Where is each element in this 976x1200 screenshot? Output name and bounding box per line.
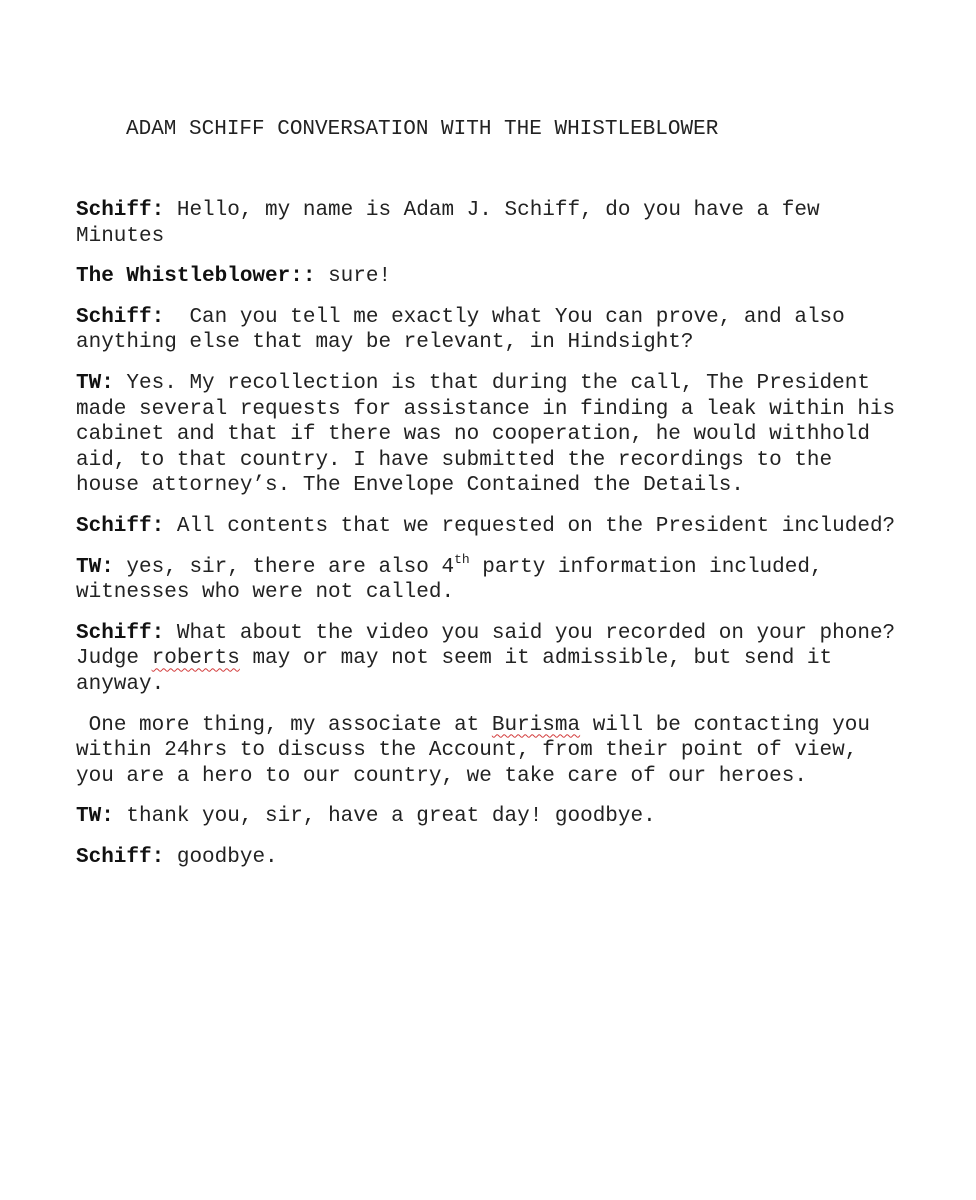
dialogue-line-whistleblower-1 <box>76 264 906 290</box>
document-title: ADAM SCHIFF CONVERSATION WITH THE WHISTLEBLOWER <box>126 118 719 141</box>
spellcheck-flagged-word: Burisma <box>491 713 581 737</box>
speaker-name: Schiff: <box>76 199 165 222</box>
dialogue-text: aid, to that country. I have submitted the recordings to the <box>76 448 833 472</box>
speaker-name: The Whistleblower:: <box>76 265 316 289</box>
speaker-name: Schiff: <box>76 845 165 869</box>
dialogue-text: party information included, <box>469 555 823 579</box>
speaker-name: TW: <box>76 371 114 395</box>
dialogue-line-schiff-2 <box>76 305 906 356</box>
dialogue-text: yes, sir, there are also 4 <box>113 555 455 579</box>
dialogue-text: may or may not seem it admissible, but send it <box>239 647 833 671</box>
dialogue-text: Hello, my name is Adam J. Schiff, do you have a few <box>164 199 820 222</box>
dialogue-text: house attorney’s. The Envelope Contained the Details. <box>76 474 744 498</box>
dialogue-text: you are a hero to our country, we take care of our heroes. <box>76 764 807 788</box>
dialogue-line-schiff-3 <box>76 514 906 540</box>
dialogue-text: cabinet and that if there was no cooperation, he would withhold <box>76 423 870 447</box>
speaker-name: Schiff: <box>76 621 165 645</box>
dialogue-text: One more thing, my associate at <box>76 713 492 737</box>
speaker-name: Schiff: <box>76 305 165 329</box>
dialogue-text: What about the video you said you recorded on your phone? <box>164 621 896 645</box>
dialogue-text: anyway. <box>76 672 165 696</box>
dialogue-text: thank you, sir, have a great day! goodbye. <box>113 805 656 829</box>
speaker-name: TW: <box>76 805 114 829</box>
transcript <box>76 198 906 885</box>
dialogue-text: Judge <box>76 647 152 671</box>
dialogue-text: will be contacting you <box>580 713 870 737</box>
dialogue-text: Yes. My recollection is that during the call, The President <box>113 371 870 395</box>
dialogue-text: sure! <box>315 265 392 289</box>
dialogue-text: anything else that may be relevant, in Hindsight? <box>76 331 694 355</box>
ordinal-superscript: th <box>454 551 470 567</box>
dialogue-line-schiff-4 <box>76 621 906 698</box>
dialogue-text: Can you tell me exactly what You can prove, and also <box>164 305 845 329</box>
dialogue-line-tw-2 <box>76 551 906 606</box>
dialogue-text: made several requests for assistance in finding a leak within his <box>76 397 896 421</box>
dialogue-text: within 24hrs to discuss the Account, from their point of view, <box>76 739 858 763</box>
dialogue-continuation <box>76 713 906 790</box>
dialogue-line-tw-3 <box>76 804 906 830</box>
speaker-name: Schiff: <box>76 514 165 538</box>
spellcheck-flagged-word: roberts <box>151 647 240 671</box>
dialogue-line-tw-1 <box>76 371 906 499</box>
dialogue-text: goodbye. <box>164 845 278 869</box>
dialogue-line-schiff-5 <box>76 845 906 871</box>
dialogue-text: All contents that we requested on the President included? <box>164 514 896 538</box>
dialogue-text: Minutes <box>76 224 165 248</box>
speaker-name: TW: <box>76 555 114 579</box>
dialogue-line-schiff-1 <box>76 198 906 249</box>
dialogue-text: witnesses who were not called. <box>76 581 455 605</box>
